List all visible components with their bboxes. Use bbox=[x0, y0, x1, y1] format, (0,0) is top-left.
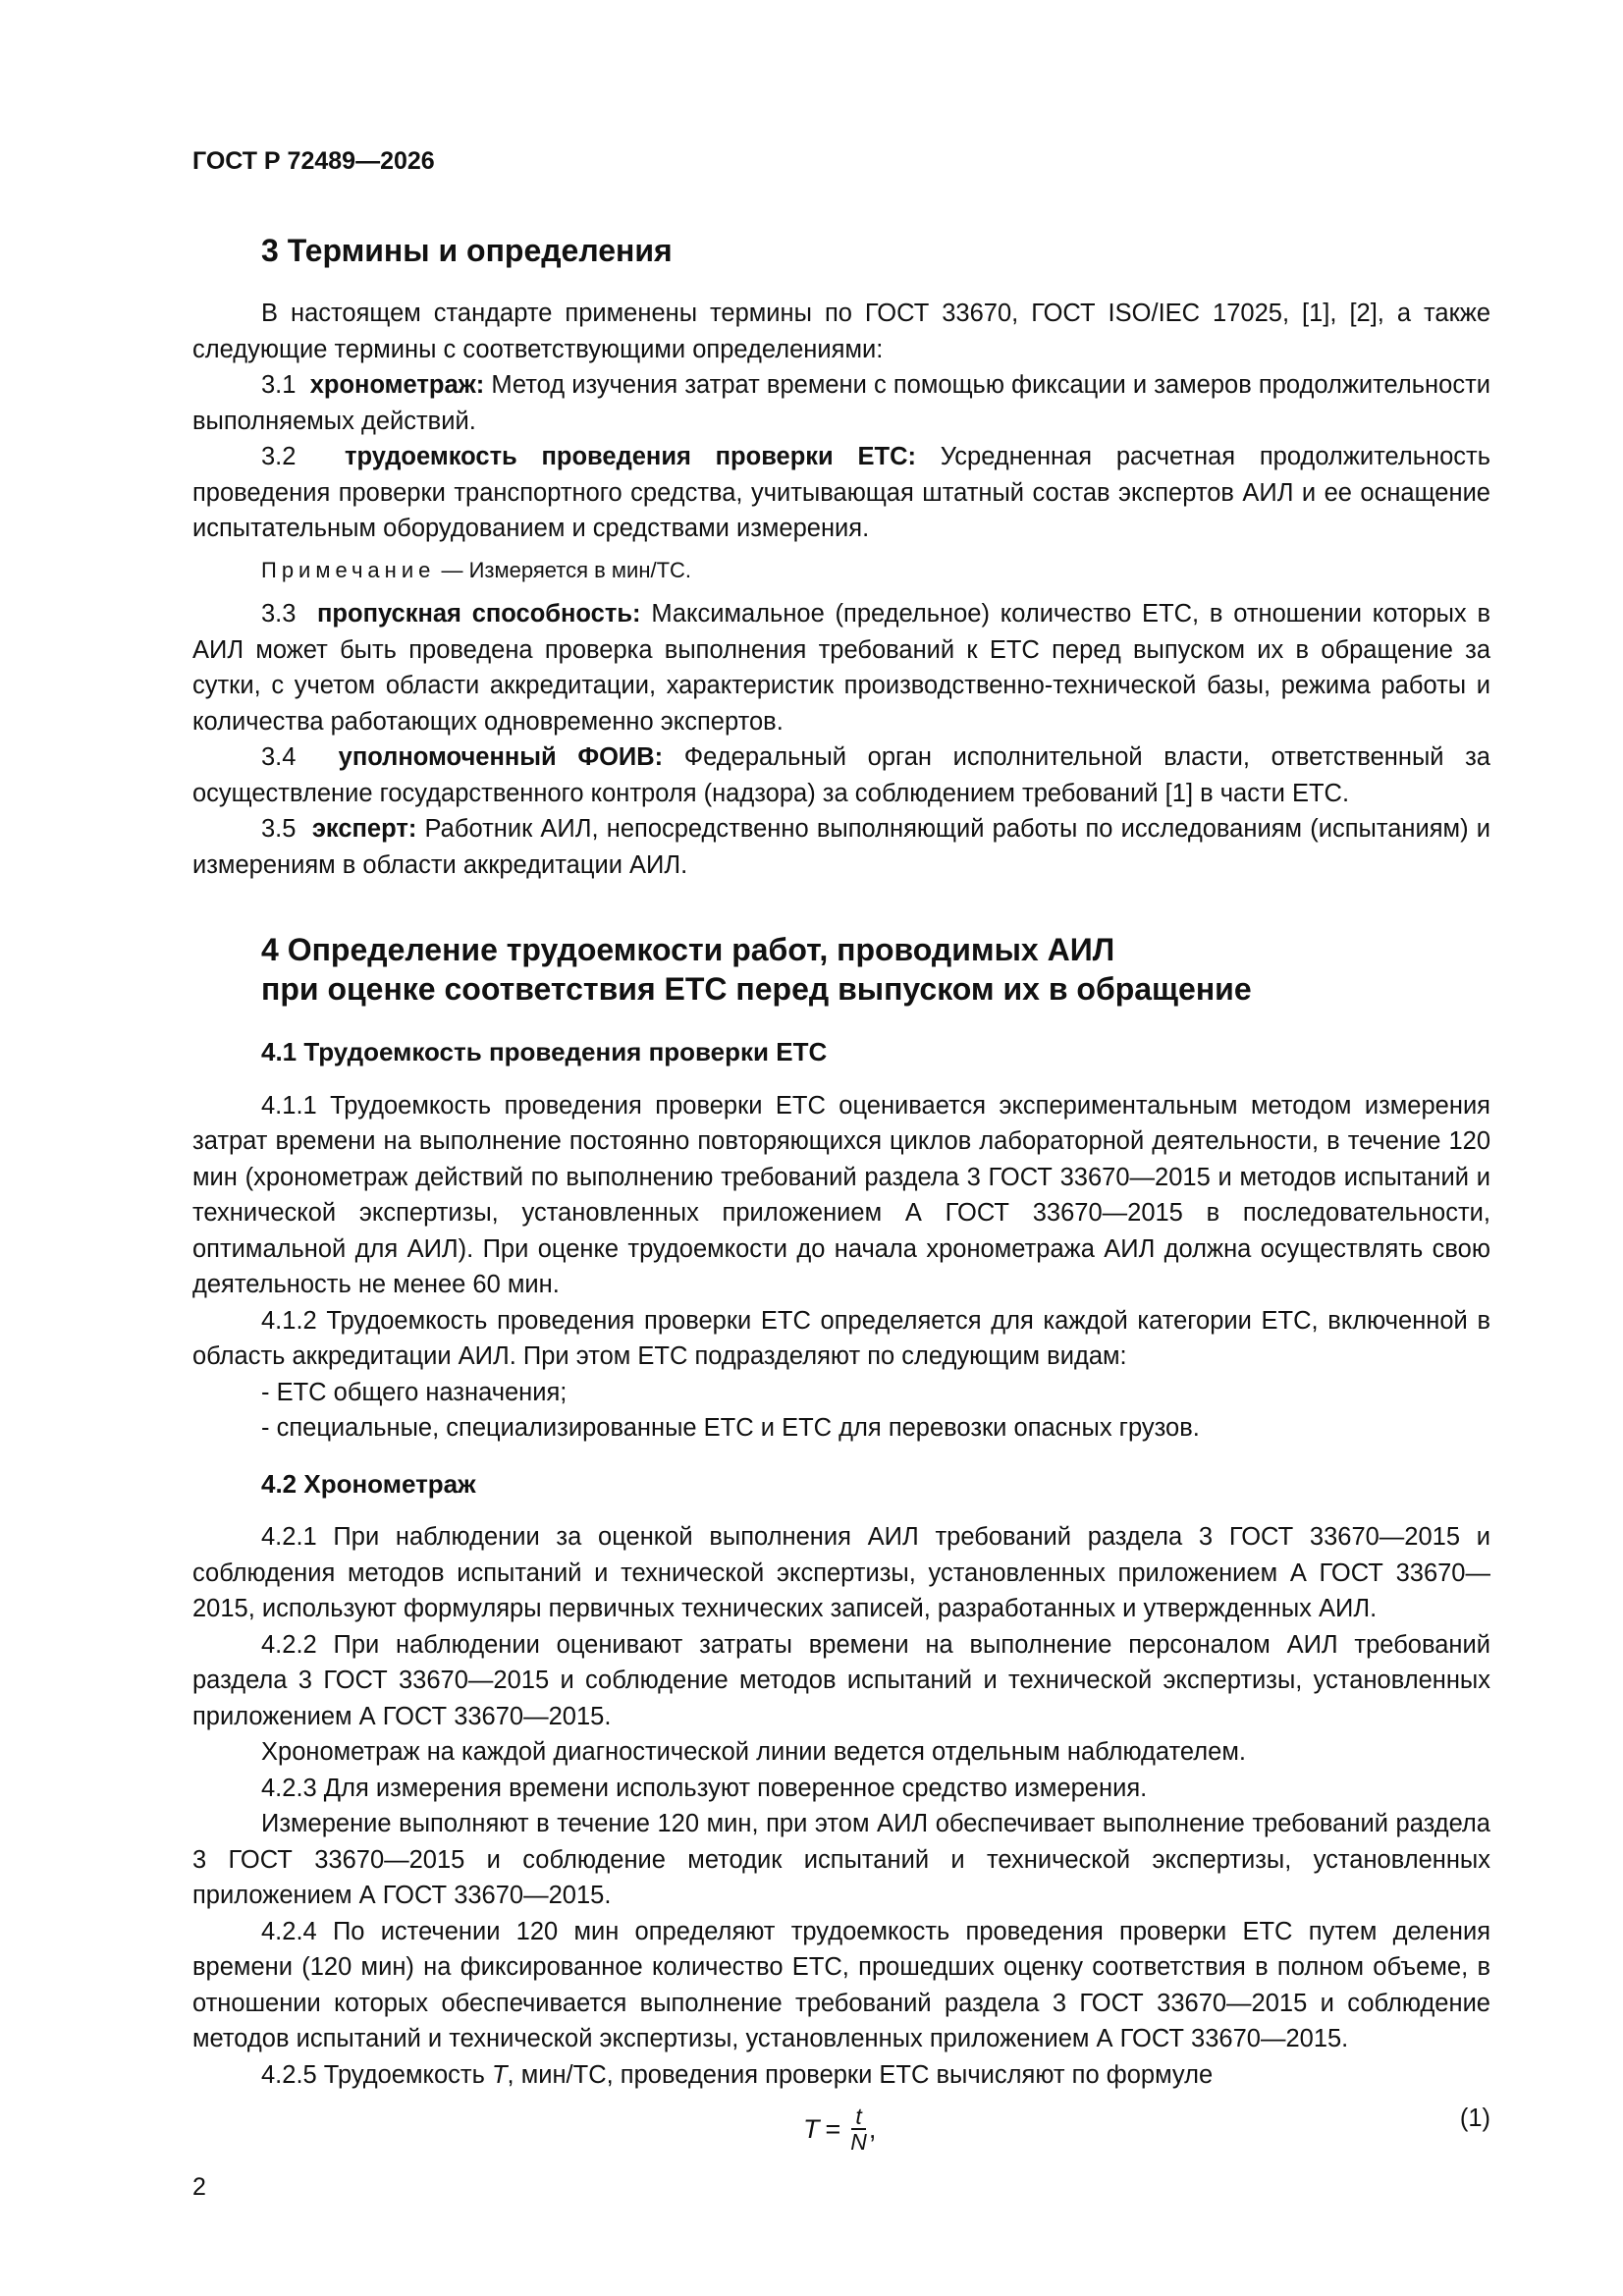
section-3-intro: В настоящем стандарте применены термины по ГОСТ 33670, ГОСТ ISO/IEC 17025, [1], [2], а также следующие термины с соответствующими определениями: bbox=[192, 300, 1490, 363]
formula-number: (1) bbox=[1459, 2105, 1490, 2132]
term-name: хронометраж: bbox=[309, 371, 485, 399]
note-text: — Измеряется в мин/ТС. bbox=[441, 557, 692, 582]
formula-equals: = bbox=[825, 2113, 841, 2144]
list-item: - специальные, специализированные ЕТС и ЕТС для перевозки опасных грузов. bbox=[261, 1414, 1200, 1442]
formula-fraction bbox=[850, 2105, 867, 2154]
page-number: 2 bbox=[192, 2173, 206, 2201]
term-number: 3.3 bbox=[261, 600, 297, 628]
paragraph-4-2-5 bbox=[192, 2057, 1490, 2094]
term-definition: Усредненная расчетная продолжительность проведения проверки транспортного средства, учитывающая штатный состав экспертов АИЛ и ее оснащение испытательным оборудованием и средствами измерения. bbox=[192, 443, 1490, 542]
page-body bbox=[192, 221, 1490, 2159]
term-name: уполномоченный ФОИВ: bbox=[338, 743, 664, 771]
paragraph-text: 4.2.5 Трудоемкость bbox=[261, 2060, 492, 2089]
term-number: 3.2 bbox=[261, 443, 297, 470]
term-number: 3.4 bbox=[261, 743, 297, 771]
note bbox=[192, 553, 1490, 589]
term-name: трудоемкость проведения проверки ЕТС: bbox=[344, 443, 916, 470]
paragraph-4-2-2-b: Хронометраж на каждой диагностической линии ведется отдельным наблюдателем. bbox=[261, 1738, 1246, 1766]
subsection-4-1-title: 4.1 Трудоемкость проведения проверки ЕТС bbox=[261, 1037, 828, 1066]
paragraph-4-2-2: 4.2.2 При наблюдении оценивают затраты времени на выполнение персоналом АИЛ требований раздела 3 ГОСТ 33670—2015 и соблюдение методов испытаний и технической экспертизы, установленных приложением А ГОСТ 33670—2015. bbox=[192, 1630, 1490, 1730]
variable-T: T bbox=[491, 2060, 508, 2089]
formula-numerator: t bbox=[851, 2105, 865, 2130]
section-4-title-line-2: при оценке соответствия ЕТС перед выпуском их в обращение bbox=[261, 971, 1252, 1007]
paragraph-4-1-1: 4.1.1 Трудоемкость проведения проверки ЕТС оценивается экспериментальным методом измерения затрат времени на выполнение постоянно повторяющихся циклов лабораторной деятельности, в течение 120 мин (хронометраж действий по выполнению требований раздела 3 ГОСТ 33670—2015 и методов испытаний и технической экспертизы, установленных приложением А ГОСТ 33670—2015 в последовательности, оптимальной для АИЛ). При оценке трудоемкости до начала хронометража АИЛ должна осуществлять свою деятельность не менее 60 мин. bbox=[192, 1091, 1490, 1298]
paragraph-4-2-1: 4.2.1 При наблюдении за оценкой выполнения АИЛ требований раздела 3 ГОСТ 33670—2015 и соблюдения методов испытаний и технической экспертизы, установленных приложением А ГОСТ 33670—2015, используют формуляры первичных технических записей, разработанных и утвержденных АИЛ. bbox=[192, 1523, 1490, 1622]
paragraph-4-1-2: 4.1.2 Трудоемкость проведения проверки ЕТС определяется для каждой категории ЕТС, включенной в область аккредитации АИЛ. При этом ЕТС подразделяют по следующим видам: bbox=[192, 1306, 1490, 1370]
paragraph-4-2-4: 4.2.4 По истечении 120 мин определяют трудоемкость проведения проверки ЕТС путем деления времени (120 мин) на фиксированное количество ЕТС, прошедших оценку соответствия в полном объеме, в отношении которых обеспечивается выполнение требований раздела 3 ГОСТ 33670—2015 и соблюдение методов испытаний и технической экспертизы, установленных приложением А ГОСТ 33670—2015. bbox=[192, 1917, 1490, 2052]
section-3-title: 3 Термины и определения bbox=[261, 233, 673, 268]
term-name: эксперт: bbox=[311, 815, 417, 843]
formula-denominator: N bbox=[850, 2129, 867, 2155]
term-definition: Работник АИЛ, непосредственно выполняющий работы по исследованиям (испытаниям) и измерениям в области аккредитации АИЛ. bbox=[192, 815, 1490, 879]
section-4-title-line-1: 4 Определение трудоемкости работ, проводимых АИЛ bbox=[261, 932, 1115, 967]
formula-1 bbox=[192, 2097, 1490, 2159]
paragraph-4-2-3-b: Измерение выполняют в течение 120 мин, при этом АИЛ обеспечивает выполнение требований раздела 3 ГОСТ 33670—2015 и соблюдение методик испытаний и технической экспертизы, установленных приложением А ГОСТ 33670—2015. bbox=[192, 1810, 1490, 1909]
term-name: пропускная способность: bbox=[317, 600, 641, 628]
term-3-3 bbox=[192, 596, 1490, 739]
term-3-2 bbox=[192, 439, 1490, 547]
list-item: - ЕТС общего назначения; bbox=[261, 1378, 568, 1406]
term-definition: Метод изучения затрат времени с помощью фиксации и замеров продолжительности выполняемых действий. bbox=[192, 371, 1490, 435]
formula-lhs: T bbox=[803, 2113, 820, 2144]
paragraph-text: , мин/ТС, проведения проверки ЕТС вычисляют по формуле bbox=[507, 2060, 1214, 2089]
term-number: 3.5 bbox=[261, 815, 297, 843]
term-number: 3.1 bbox=[261, 371, 297, 399]
section-4-title bbox=[192, 930, 1490, 1009]
term-3-5 bbox=[192, 811, 1490, 883]
term-definition: Федеральный орган исполнительной власти, ответственный за осуществление государственного контроля (надзора) за соблюдением требований [1] в части ЕТС. bbox=[192, 743, 1490, 807]
note-label: Примечание bbox=[261, 557, 436, 582]
term-3-4 bbox=[192, 739, 1490, 811]
formula-expression bbox=[803, 2105, 876, 2154]
document-header: ГОСТ Р 72489—2026 bbox=[192, 147, 435, 175]
formula-comma: , bbox=[868, 2113, 877, 2144]
subsection-4-2-title: 4.2 Хронометраж bbox=[261, 1468, 476, 1499]
paragraph-4-2-3: 4.2.3 Для измерения времени используют поверенное средство измерения. bbox=[261, 1774, 1148, 1802]
term-3-1 bbox=[192, 367, 1490, 439]
term-definition: Максимальное (предельное) количество ЕТС, в отношении которых в АИЛ может быть проведена проверка выполнения требований к ЕТС перед выпуском их в обращение за сутки, с учетом области аккредитации, характеристик производственно-технической базы, режима работы и количества работающих одновременно экспертов. bbox=[192, 600, 1491, 736]
